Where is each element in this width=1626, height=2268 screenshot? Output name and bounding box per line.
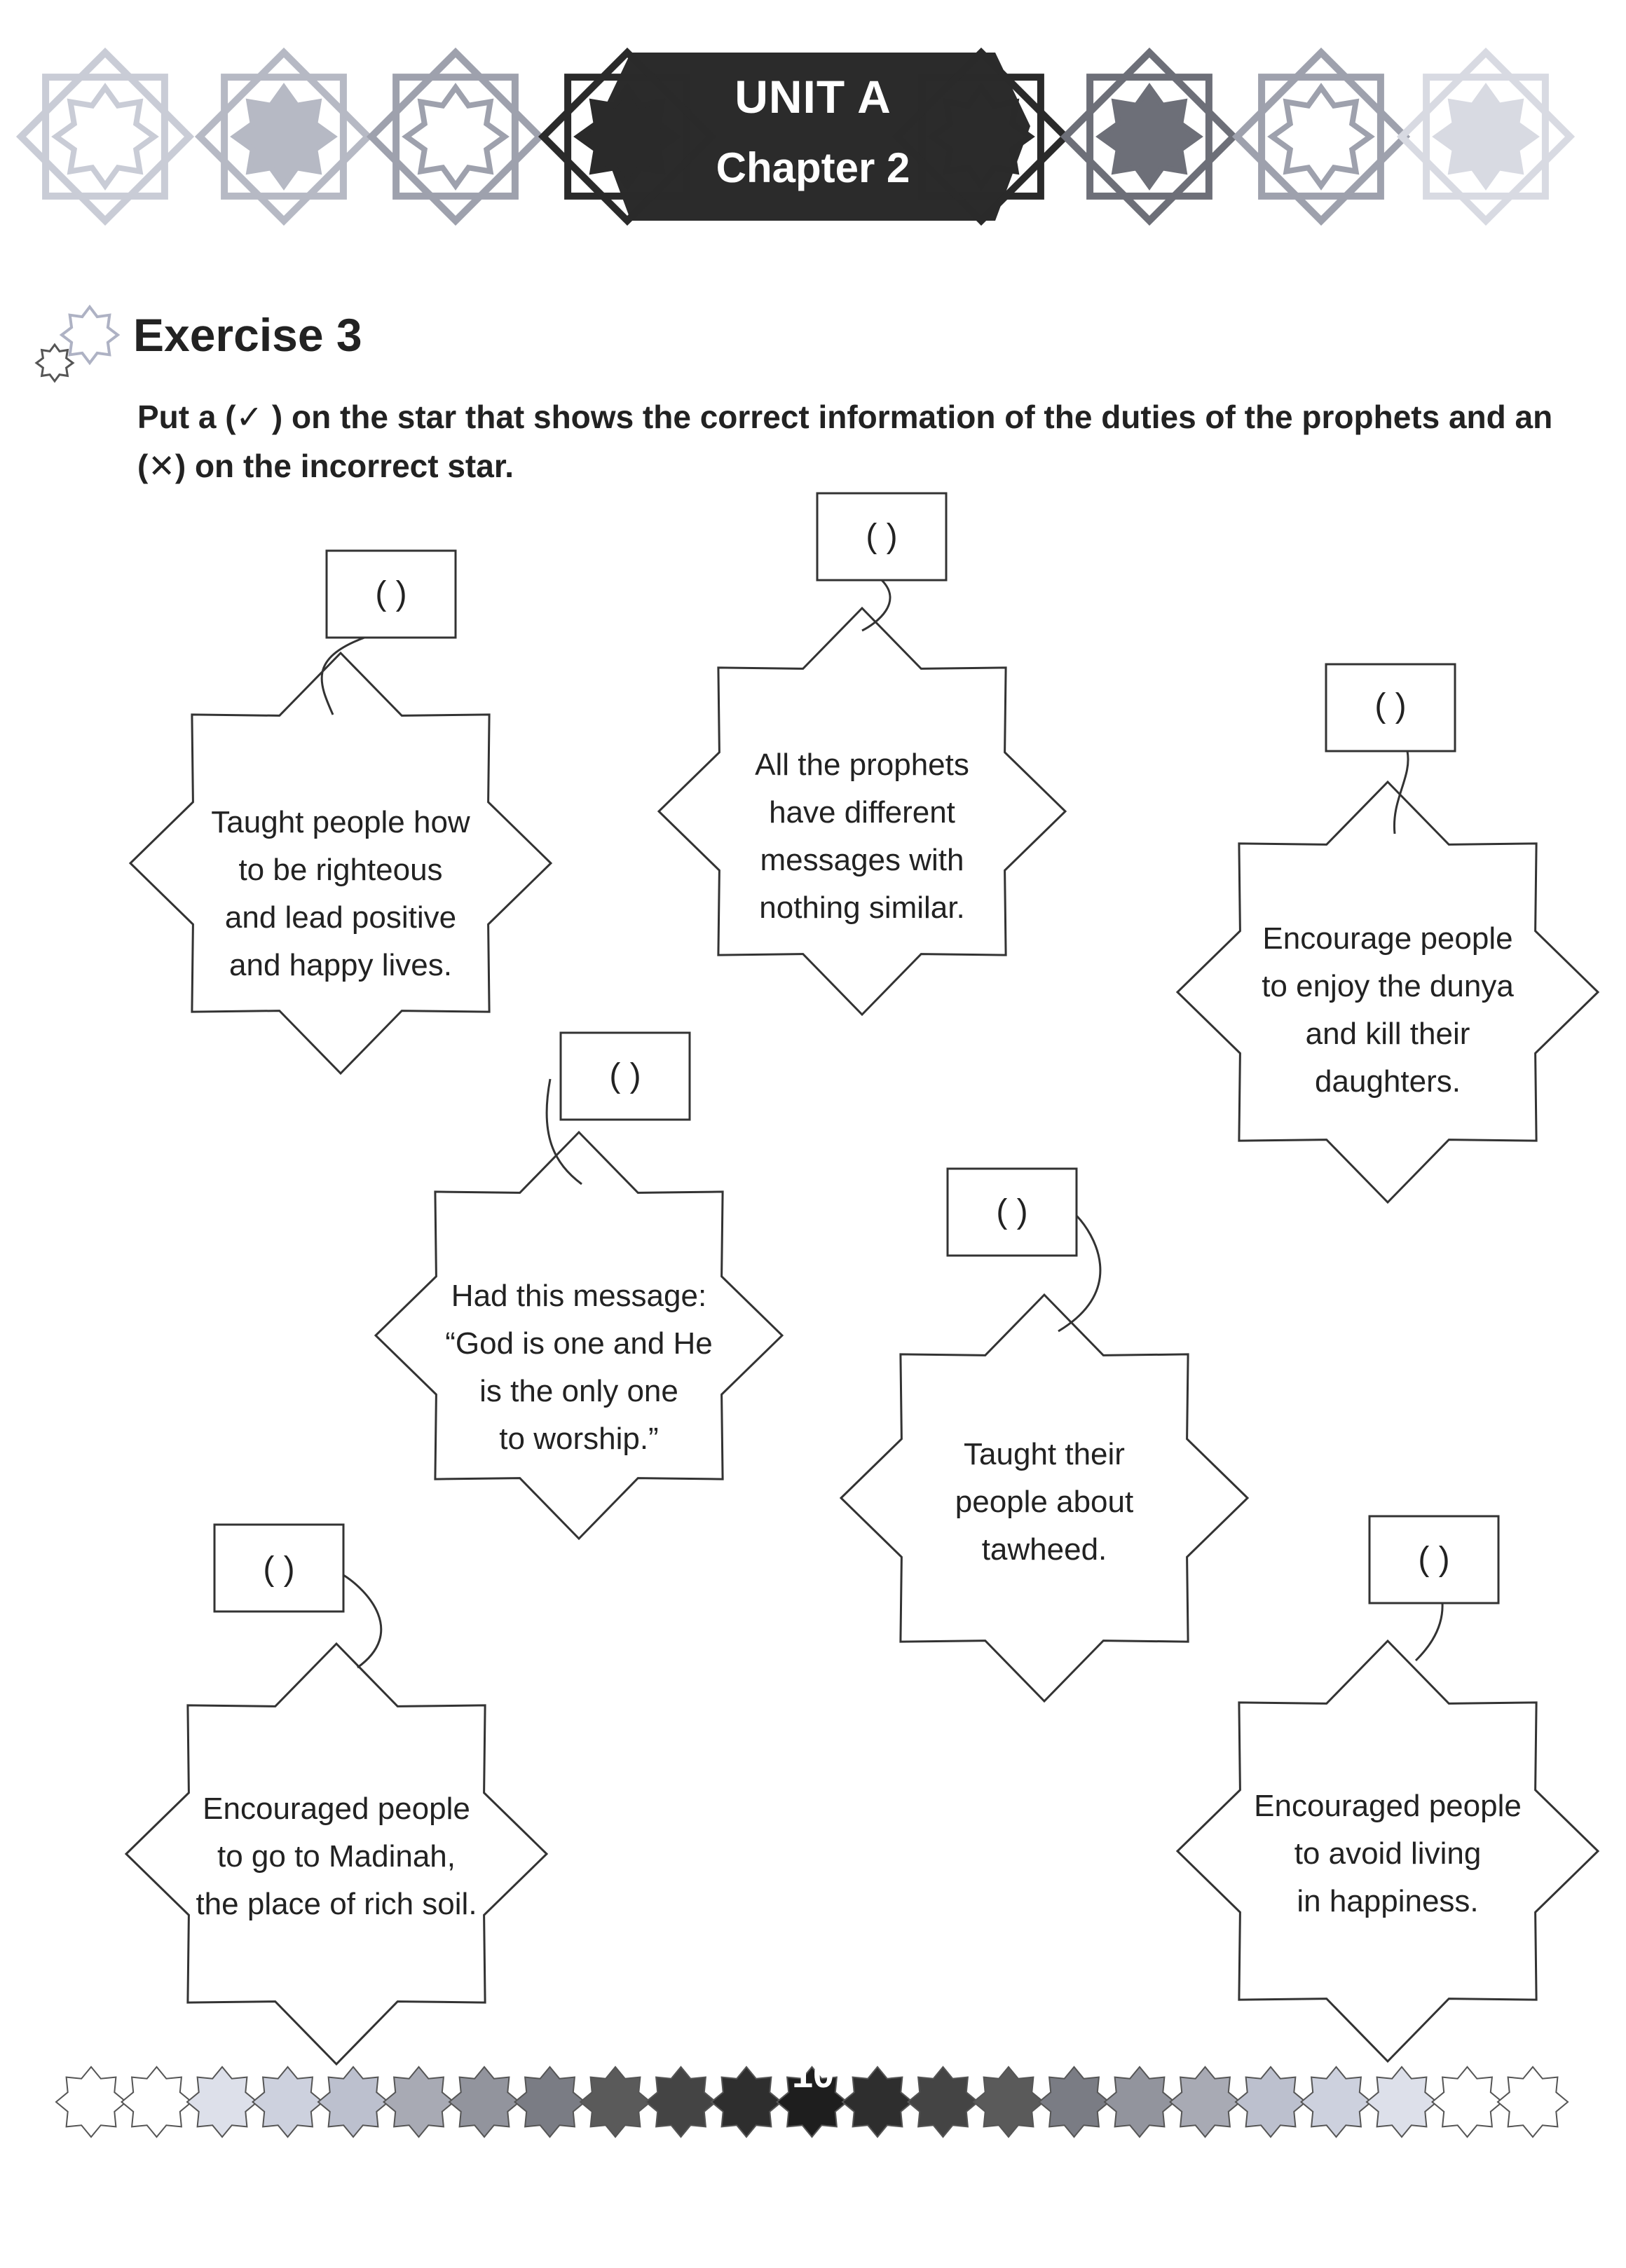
footer-ornament-star xyxy=(1498,2067,1568,2137)
header-ornament xyxy=(235,88,333,186)
answer-box-enjoy-dunya[interactable]: ( ) xyxy=(1374,687,1407,724)
star-text-enjoy-dunya: Encourage people to enjoy the dunya and kill their daughters. xyxy=(1262,921,1514,1099)
header-ornament xyxy=(406,88,505,186)
exercise-star-icon xyxy=(36,345,73,381)
answer-box-righteous[interactable]: ( ) xyxy=(375,575,407,612)
footer-ornament-star xyxy=(1302,2067,1372,2137)
header-ornament xyxy=(56,88,154,186)
star-text-god-is-one: Had this message: “God is one and He is the only one to worship.” xyxy=(445,1279,713,1456)
star-text-righteous: Taught people how to be righteous and lead positive and happy lives. xyxy=(211,805,470,982)
footer-ornament-star xyxy=(515,2067,585,2137)
footer-ornament-star xyxy=(384,2067,454,2137)
star-text-madinah: Encouraged people to go to Madinah, the place of rich soil. xyxy=(196,1792,477,1921)
header-ornament xyxy=(1272,88,1370,186)
unit-title: UNIT A xyxy=(735,71,891,123)
footer-ornament-star xyxy=(1236,2067,1306,2137)
footer-ornament-star xyxy=(908,2067,978,2137)
answer-box-tawheed[interactable]: ( ) xyxy=(996,1193,1028,1230)
star-text-tawheed: Taught their people about tawheed. xyxy=(955,1437,1134,1567)
footer-ornament-star xyxy=(1105,2067,1175,2137)
header-ornament xyxy=(578,88,676,186)
footer-ornament-star xyxy=(56,2067,126,2137)
exercise-instruction: Put a (✓ ) on the star that shows the correct information of the duties of the prophets and an (✕) on the incorrect star. xyxy=(137,399,1553,484)
footer-ornament-star xyxy=(253,2067,323,2137)
footer-ornament-star xyxy=(318,2067,388,2137)
footer-ornament-star xyxy=(1433,2067,1503,2137)
answer-box-madinah[interactable]: ( ) xyxy=(263,1551,295,1588)
star-text-avoid-happiness: Encouraged people to avoid living in happiness. xyxy=(1254,1789,1522,1918)
footer-ornament-star xyxy=(1367,2067,1437,2137)
exercise-title: Exercise 3 xyxy=(133,309,362,361)
exercise-star-icon xyxy=(62,307,118,363)
footer-ornament-star xyxy=(646,2067,716,2137)
star-text-different-messages: All the prophets have different messages with nothing similar. xyxy=(755,748,969,925)
chapter-title: Chapter 2 xyxy=(716,144,910,191)
connector-line-avoid-happiness xyxy=(1416,1603,1442,1661)
answer-box-avoid-happiness[interactable]: ( ) xyxy=(1418,1541,1450,1578)
footer-ornament-star xyxy=(187,2067,257,2137)
footer-ornament-star xyxy=(449,2067,519,2137)
footer-ornament-star xyxy=(580,2067,650,2137)
header-ornament xyxy=(1437,88,1535,186)
header-ornament xyxy=(1100,88,1198,186)
footer-ornament-star xyxy=(1039,2067,1109,2137)
footer-ornament-star xyxy=(973,2067,1044,2137)
footer-ornament-star xyxy=(122,2067,192,2137)
answer-box-different-messages[interactable]: ( ) xyxy=(866,518,898,555)
answer-box-god-is-one[interactable]: ( ) xyxy=(609,1057,641,1094)
footer-ornament-star xyxy=(1170,2067,1241,2137)
connector-line-madinah xyxy=(343,1575,381,1668)
page-number: 10 xyxy=(791,2054,835,2096)
